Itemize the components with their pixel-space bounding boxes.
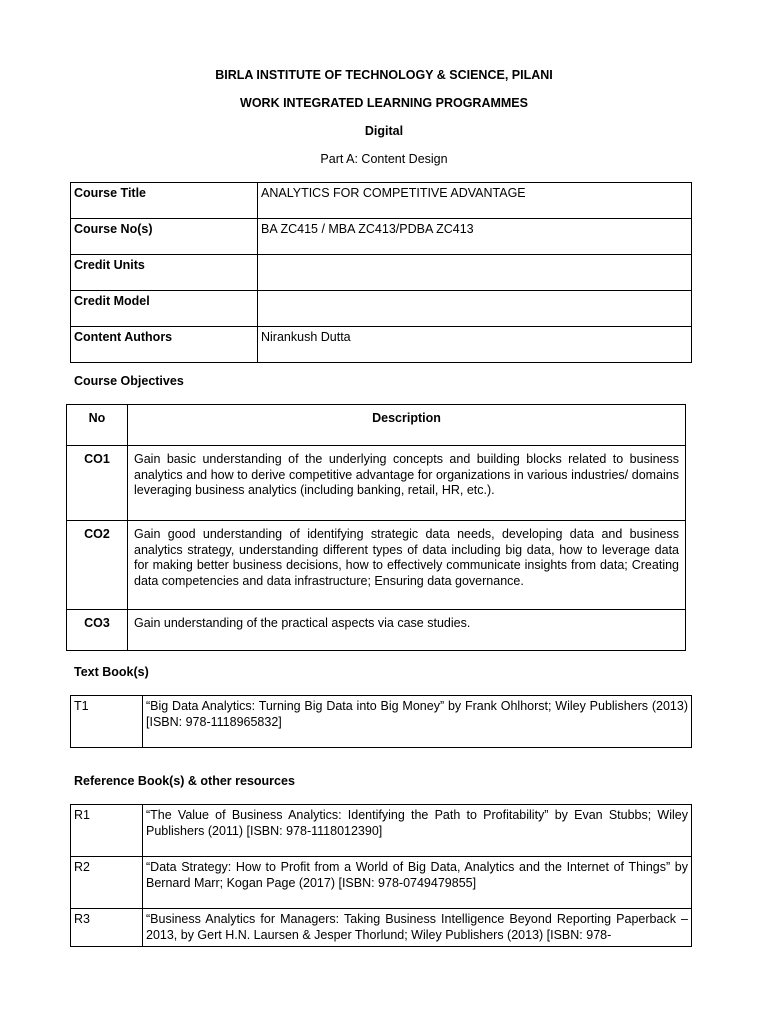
textbooks-title: Text Book(s) <box>74 665 149 679</box>
course-title-value: ANALYTICS FOR COMPETITIVE ADVANTAGE <box>258 183 692 219</box>
reference-id: R1 <box>71 805 143 857</box>
table-row <box>67 521 686 610</box>
part-heading: Part A: Content Design <box>320 152 448 166</box>
reference-text: “Data Strategy: How to Profit from a World of Big Data, Analytics and the Internet of Things” by Bernard Marr; Kogan Page (2017) [ISBN: 978-0749479855] <box>143 857 692 909</box>
textbook-text: “Big Data Analytics: Turning Big Data into Big Money” by Frank Ohlhorst; Wiley Publishers (2013) [ISBN: 978-1118965832] <box>143 696 692 748</box>
table-row <box>67 610 686 651</box>
content-authors-value: Nirankush Dutta <box>258 327 692 363</box>
reference-text: “Business Analytics for Managers: Taking Business Intelligence Beyond Reporting Paperback – 2013, by Gert H.N. Laursen & Jesper Thorlund; Wiley Publishers (2013) [ISBN: 978- <box>143 909 692 947</box>
table-row <box>67 446 686 521</box>
table-row <box>71 857 692 909</box>
objective-no: CO3 <box>67 610 128 651</box>
objective-desc: Gain understanding of the practical aspects via case studies. <box>128 610 686 651</box>
col-desc-header: Description <box>128 405 686 446</box>
table-row <box>71 219 692 255</box>
mode-heading: Digital <box>364 124 404 138</box>
reference-id: R3 <box>71 909 143 947</box>
credit-units-label: Credit Units <box>71 255 258 291</box>
table-row <box>71 291 692 327</box>
references-title: Reference Book(s) & other resources <box>74 774 295 788</box>
credit-model-value <box>258 291 692 327</box>
table-row <box>71 696 692 748</box>
table-header-row <box>67 405 686 446</box>
objective-desc: Gain basic understanding of the underlying concepts and building blocks related to business analytics and how to derive competitive advantage for organizations in various industries/ domains leveraging business analytics (including banking, retail, HR, etc.). <box>128 446 686 521</box>
programme-heading: WORK INTEGRATED LEARNING PROGRAMMES <box>240 96 528 110</box>
course-no-value: BA ZC415 / MBA ZC413/PDBA ZC413 <box>258 219 692 255</box>
course-no-label: Course No(s) <box>71 219 258 255</box>
textbooks-table <box>70 695 692 748</box>
objective-no: CO2 <box>67 521 128 610</box>
objective-no: CO1 <box>67 446 128 521</box>
reference-text: “The Value of Business Analytics: Identifying the Path to Profitability” by Evan Stubbs; Wiley Publishers (2011) [ISBN: 978-1118012390] <box>143 805 692 857</box>
table-row <box>71 805 692 857</box>
col-no-header: No <box>67 405 128 446</box>
textbook-id: T1 <box>71 696 143 748</box>
course-title-label: Course Title <box>71 183 258 219</box>
content-authors-label: Content Authors <box>71 327 258 363</box>
table-row <box>71 909 692 947</box>
credit-units-value <box>258 255 692 291</box>
objectives-table <box>66 404 686 651</box>
credit-model-label: Credit Model <box>71 291 258 327</box>
objectives-title: Course Objectives <box>74 374 184 388</box>
institute-heading: BIRLA INSTITUTE OF TECHNOLOGY & SCIENCE, PILANI <box>215 68 553 82</box>
course-info-table <box>70 182 692 363</box>
table-row <box>71 255 692 291</box>
references-table <box>70 804 692 947</box>
table-row <box>71 183 692 219</box>
objective-desc: Gain good understanding of identifying strategic data needs, developing data and business analytics strategy, understanding different types of data including big data, how to leverage data for making better business decisions, how to effectively communicate insights from data; Creating data competencies and data infrastructure; Ensuring data governance. <box>128 521 686 610</box>
reference-id: R2 <box>71 857 143 909</box>
table-row <box>71 327 692 363</box>
